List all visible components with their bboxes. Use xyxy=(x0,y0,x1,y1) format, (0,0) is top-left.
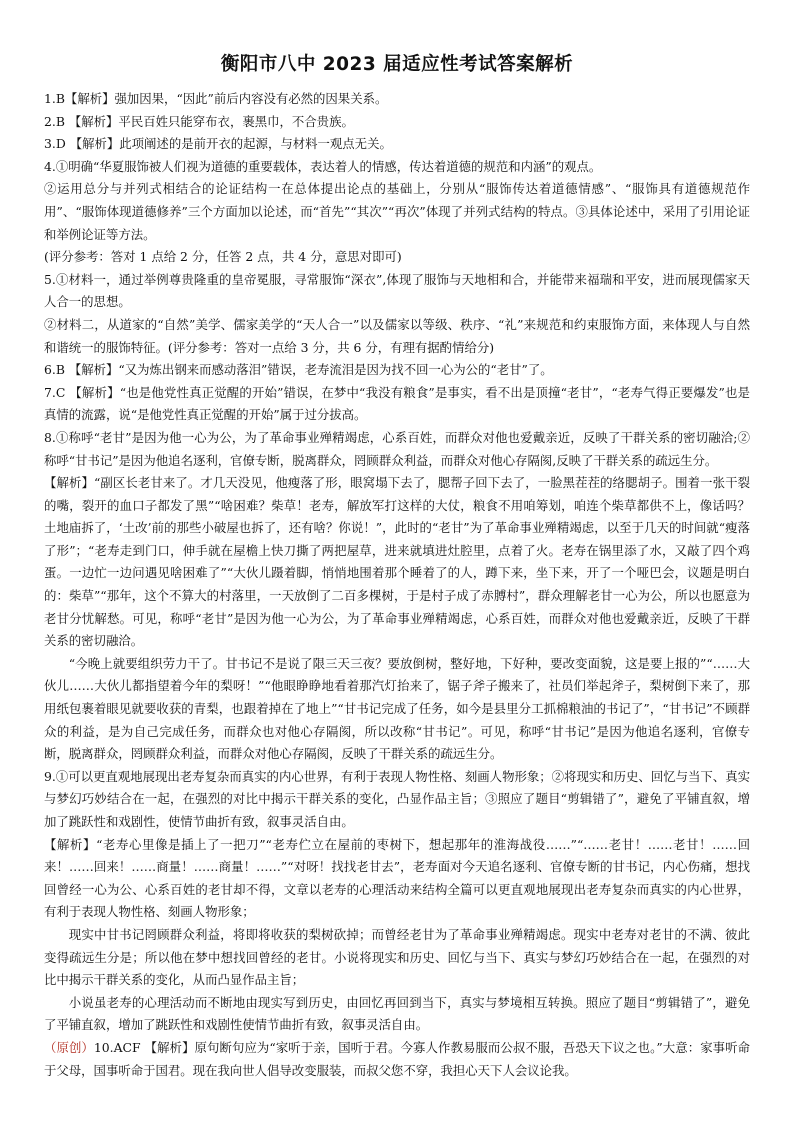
answer-10 xyxy=(44,1037,750,1082)
answer-6: 6.B 【解析】“又为炼出钢来而感动落泪”错误，老寿流泪是因为找不回一心为公的“老甘”了。 xyxy=(44,362,553,378)
answer-4-point-1: 4.①明确“华夏服饰被人们视为道德的重要载体，表达着人的情感，传达着道德的规范和内涵”的观点。 xyxy=(44,158,602,174)
answer-7: 7.C 【解析】“也是他党性真正觉醒的开始”错误，在梦中“我没有粮食”是事实，看不出是顶撞“老甘”，“老寿气得正要爆发”也是真情的流露，说“是他党性真正觉醒的开始”属于过分拔高。 xyxy=(44,384,750,423)
answer-9: 9.①可以更直观地展现出老寿复杂而真实的内心世界，有利于表现人物性格、刻画人物形象；②将现实和历史、回忆与当下、真实与梦幻巧妙结合在一起，在强烈的对比中揭示干群关系的变化，凸显作品主旨；③照应了题目“剪辑错了”，避免了平铺直叙，增加了跳跃性和戏剧性，使情节曲折有致，叙事灵活自由。 xyxy=(44,768,750,829)
answer-9-analysis-3: 小说虽老寿的心理活动而不断地由现实写到历史，由回忆再回到当下，真实与梦境相互转换。照应了题目“剪辑错了”，避免了平铺直叙，增加了跳跃性和戏剧性使情节曲折有致，叙事灵活自由。 xyxy=(44,994,750,1033)
answer-8-analysis-2: “今晚上就要组织劳力干了。甘书记不是说了限三天三夜？要放倒树，整好地，下好种，要改变面貌，这是要上报的”“……大伙儿……大伙儿都指望着今年的梨呀！”“他眼睁睁地看着那汽灯抬来了，锯子斧子搬来了，社员们举起斧子，梨树倒下来了，那用纸包裹着眼见就要收获的青梨，也跟着掉在了地上”“甘书记完成了任务，如今是县里分工抓棉粮油的书记了”，“甘书记”不顾群众的利益，是为自己完成任务，而群众也对他心存隔阂，所以改称“甘书记”。可见，称呼“甘书记”是因为他追名逐利，官僚专断，脱离群众，罔顾群众利益，而群众对他心存隔阂，反映了干群关系的疏远生分。 xyxy=(44,655,750,762)
answer-9-analysis-1: 【解析】“老寿心里像是插上了一把刀”“老寿伫立在屋前的枣树下，想起那年的淮海战役……”“……老甘！……老甘！……回来！……回来！……商量！……商量！……”“对呀！找找老甘去”，老寿面对今天追名逐利、官僚专断的甘书记，内心伤痛，想找回曾经一心为公、心系百姓的老甘却不得，文章以老寿的心理活动来结构全篇可以更直观地展现出老寿复杂而真实的内心世界，有利于表现人物性格、刻画人物形象； xyxy=(44,836,750,920)
answer-10-text: 10.ACF 【解析】原句断句应为“家听于亲，国听于君。今寡人作教易服而公叔不服，吾恐天下议之也。”大意：家事听命于父母，国事听命于国君。现在我向世人倡导改变服装，而叔父您不穿，我担心天下人会议论我。 xyxy=(44,1039,751,1078)
answer-5-point-2: ②材料二，从道家的“自然”美学、儒家美学的“天人合一”以及儒家以等级、秩序、“礼”来规范和约束服饰方面，来体现人与自然和谐统一的服饰特征。(评分参考：答对一点给 3 分，共 6 分，有理有据酌情给分) xyxy=(44,316,750,355)
answer-1: 1.B【解析】强加因果，“因此”前后内容没有必然的因果关系。 xyxy=(44,91,388,106)
original-tag: （原创） xyxy=(44,1039,94,1055)
answer-4-scoring-note: (评分参考：答对 1 点给 2 分，任答 2 点，共 4 分，意思对即可) xyxy=(44,249,402,265)
answer-5-point-1: 5.①材料一，通过举例尊贵隆重的皇帝冕服，寻常服饰“深衣”,体现了服饰与天地相和合，并能带来福瑞和平安，进而展现儒家天人合一的思想。 xyxy=(44,271,750,310)
answer-8-analysis-1: 【解析】“副区长老甘来了。才几天没见，他瘦落了形，眼窝塌下去了，腮帮子回下去了，一脸黑茬茬的络腮胡子。围着一张干裂的嘴，裂开的血口子都发了黑”“啥困难？柴草！老寿，解放军打这样的大仗，粮食不用咱筹划，咱连个柴草都供不上，像话吗？土地庙拆了，‘土改’前的那些小破屋也拆了，还有啥？你说！”，此时的“老甘”为了革命事业殚精竭虑，以至于几天的时间就“瘦落了形”；“老寿走到门口，伸手就在屋檐上快刀撕了两把屋草，进来就填进灶腔里，点着了火。老寿在锅里添了水，又敲了四个鸡蛋。一边忙一边问遇见啥困难了”“大伙儿蹑着脚，悄悄地围着那个睡着了的人，蹲下来，坐下来，开了一个哑巴会，议题是明白的：柴草”“那年，这个不算大的村落里，一天放倒了二百多棵树，于是村子成了赤膊村”，群众理解老甘一心为公，所以也愿意为老甘分忧解愁。可见，称呼“老甘”是因为他一心为公，为了革命事业殚精竭虑，心系百姓，而群众对他也爱戴亲近，反映了干群关系的密切融洽。 xyxy=(44,475,750,649)
answer-9-analysis-2: 现实中甘书记罔顾群众利益，将即将收获的梨树砍掉；而曾经老甘为了革命事业殚精竭虑。现实中老寿对老甘的不满、彼此变得疏远生分是；所以他在梦中想找回曾经的老甘。小说将现实和历史、回忆与当下、真实与梦幻巧妙结合在一起，在强烈的对比中揭示干群关系的变化，从而凸显作品主旨； xyxy=(44,926,750,988)
answer-4-point-2: ②运用总分与并列式相结合的论证结构一在总体提出论点的基础上，分别从“服饰传达着道德情感”、“服饰具有道德规范作用”、“服饰体现道德修养”三个方面加以论述，而“首先”“其次”“再次”体现了并列式结构的特点。③具体论述中，采用了引用论证和举例论证等方法。 xyxy=(44,181,750,242)
answer-3: 3.D 【解析】此项阐述的是前开衣的起源，与材料一观点无关。 xyxy=(44,136,392,152)
page-title: 衡阳市八中 2023 届适应性考试答案解析 xyxy=(220,54,574,75)
answer-2: 2.B 【解析】平民百姓只能穿布衣，裹黑巾，不合贵族。 xyxy=(44,113,354,129)
answer-8: 8.①称呼“老甘”是因为他一心为公，为了革命事业殚精竭虑，心系百姓，而群众对他也爱戴亲近，反映了干群关系的密切融洽;②称呼“甘书记”是因为他追名逐利，官僚专断，脱离群众，罔顾群众利益，而群众对他心存隔阂,反映了干群关系的疏远生分。 xyxy=(44,429,750,468)
